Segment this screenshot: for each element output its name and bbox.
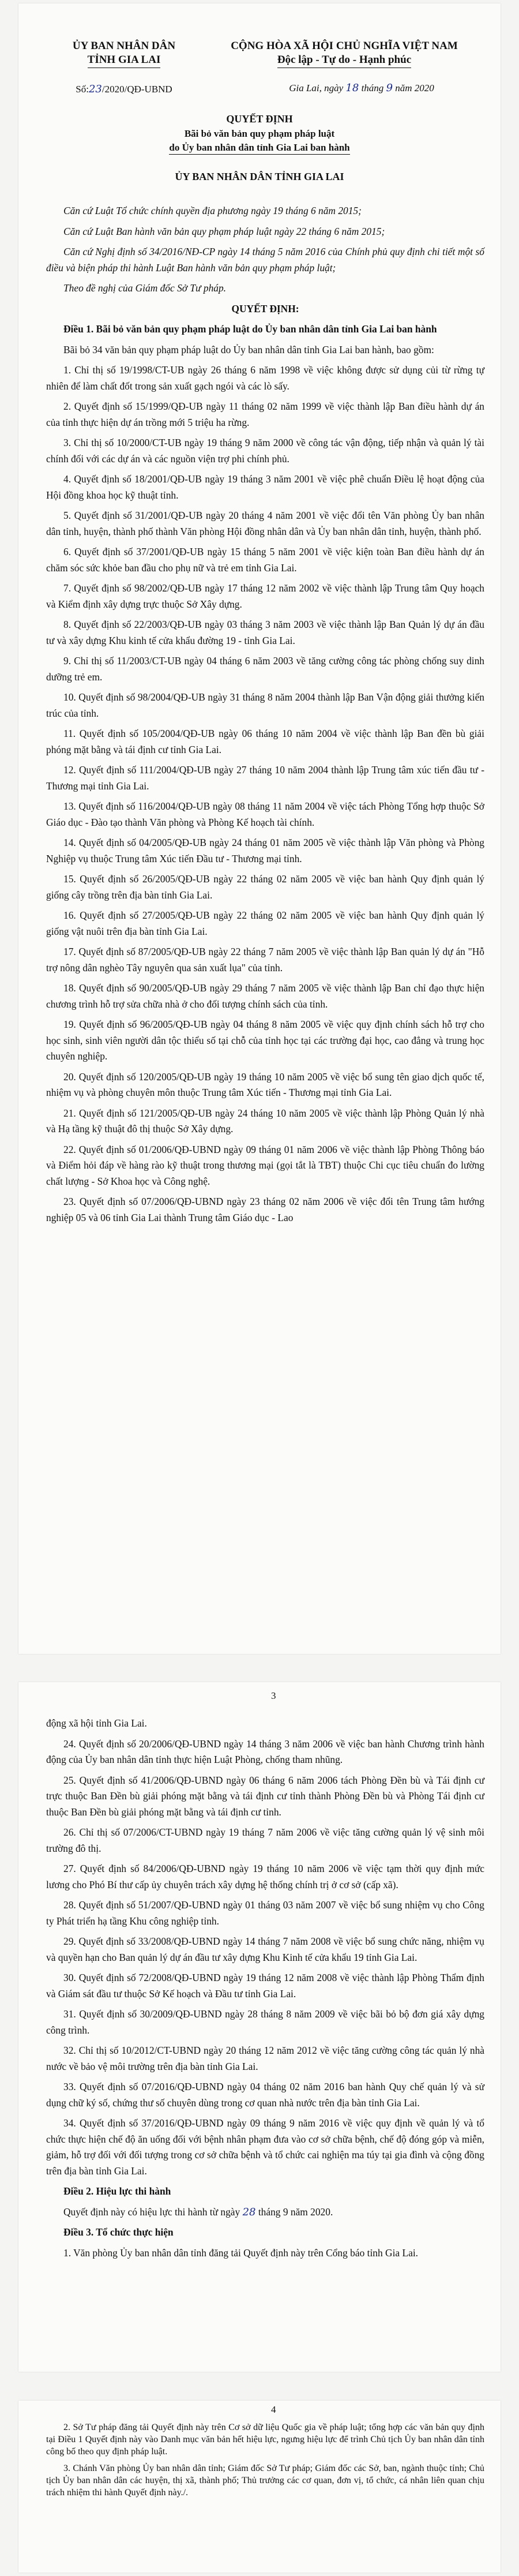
handwritten-month: 9 [386, 82, 393, 94]
repealed-document-item: 30. Quyết định số 72/2008/QĐ-UBND ngày 19 tháng 12 năm 2008 về việc thành lập Phòng Thẩm định và Giám sát đầu tư thuộc Sở Kế hoạch và Đầu tư tỉnh Gia Lai. [46, 1972, 484, 2000]
repealed-document-item: 6. Quyết định số 37/2001/QĐ-UB ngày 15 tháng 5 năm 2001 về việc kiện toàn Ban điều hành dự án chăm sóc sức khỏe ban đầu cho phụ nữ và trẻ em tỉnh Gia Lai. [46, 546, 484, 574]
document-page-3 [18, 2401, 501, 2573]
legal-basis-4: Theo đề nghị của Giám đốc Sở Tư pháp. [63, 282, 227, 294]
repealed-document-item: 10. Quyết định số 98/2004/QĐ-UB ngày 31 tháng 8 năm 2004 thành lập Ban Vận động giải thưởng kiến trúc của tỉnh. [46, 691, 484, 719]
decision-subject-line-2: do Ủy ban nhân dân tỉnh Gia Lai ban hành [18, 142, 501, 155]
repealed-document-item: 23. Quyết định số 07/2006/QĐ-UBND ngày 23 tháng 02 năm 2006 về việc đổi tên Trung tâm hướng nghiệp 05 và 06 tỉnh Gia Lai thành Trung tâm Giáo dục - Lao [46, 1196, 484, 1223]
handwritten-effective-day: 28 [242, 2206, 256, 2218]
repealed-document-item: 33. Quyết định số 07/2016/QĐ-UBND ngày 04 tháng 02 năm 2016 ban hành Quy chế quản lý và sử dụng chữ ký số, chứng thư số chuyên dùng trong cơ quan nhà nước trên địa bàn tỉnh Gia Lai. [46, 2081, 484, 2109]
repealed-document-item: 3. Chỉ thị số 10/2000/CT-UB ngày 19 tháng 9 năm 2000 về công tác vận động, tiếp nhận và quản lý tài chính đối với các dự án và các nguồn viện trợ phi chính phủ. [46, 437, 484, 465]
repealed-document-item: 13. Quyết định số 116/2004/QĐ-UB ngày 08 tháng 11 năm 2004 về việc tách Phòng Tổng hợp thuộc Sở Giáo dục - Đào tạo thành Văn phòng và Phòng Kế hoạch tài chính. [46, 800, 484, 828]
document-page-2 [18, 1682, 501, 2372]
item-23-continuation: động xã hội tỉnh Gia Lai. [46, 1717, 147, 1729]
repealed-document-item: 4. Quyết định số 18/2001/QĐ-UB ngày 19 tháng 3 năm 2001 về việc phê chuẩn Điều lệ hoạt động của Hội đồng khoa học kỹ thuật tỉnh. [46, 473, 484, 501]
repealed-document-item: 32. Chỉ thị số 10/2012/CT-UBND ngày 20 tháng 12 năm 2012 về việc tăng cường công tác quản lý nhà nước về bảo vệ môi trường trên địa bàn tỉnh Gia Lai. [46, 2045, 484, 2072]
nation-line-1: CỘNG HÒA XÃ HỘI CHỦ NGHĨA VIỆT NAM [231, 40, 458, 52]
repealed-document-item: 7. Quyết định số 98/2002/QĐ-UB ngày 17 tháng 12 năm 2002 về việc thành lập Trung tâm Quy hoạch và Kiểm định xây dựng trực thuộc Sở Xây dựng. [46, 582, 484, 610]
repealed-document-item: 1. Chỉ thị số 19/1998/CT-UB ngày 26 tháng 6 năm 1998 về việc không được sử dụng củi từ rừng tự nhiên để làm chất đốt trong sản xuất gạch ngói và các lò sấy. [46, 364, 484, 392]
repealed-document-item: 8. Quyết định số 22/2003/QĐ-UB ngày 03 tháng 3 năm 2003 về việc thành lập Ban Quản lý dự án đầu tư và xây dựng Khu kinh tế cửa khẩu đường 19 - tỉnh Gia Lai. [46, 619, 484, 646]
repealed-document-item: 16. Quyết định số 27/2005/QĐ-UB ngày 22 tháng 02 năm 2005 về việc ban hành Quy định quản lý giống vật nuôi trên địa bàn tỉnh Gia Lai. [46, 909, 484, 937]
issuing-authority-title: ỦY BAN NHÂN DÂN TỈNH GIA LAI [175, 171, 344, 182]
repealed-document-item: 14. Quyết định số 04/2005/QĐ-UB ngày 24 tháng 01 năm 2005 về việc thành lập Văn phòng và Phòng Nghiệp vụ thuộc Trung tâm Xúc tiến Đầu tư - Thương mại tỉnh. [46, 837, 484, 864]
repealed-items-list-page-1 [46, 362, 484, 1226]
org-line-1: ỦY BAN NHÂN DÂN [72, 40, 176, 52]
document-body-page-2 [46, 1716, 484, 2266]
repealed-document-item: 31. Quyết định số 30/2009/QĐ-UBND ngày 28 tháng 8 năm 2009 về việc bãi bỏ bộ đơn giá xây dựng công trình. [46, 2008, 484, 2036]
document-body-page-3 [46, 2421, 484, 2503]
nation-line-2: Độc lập - Tự do - Hạnh phúc [277, 53, 411, 68]
legal-basis-2: Căn cứ Luật Ban hành văn bản quy phạm pháp luật ngày 22 tháng 6 năm 2015; [63, 225, 385, 237]
article-3-item-1: 1. Văn phòng Ủy ban nhân dân tỉnh đăng tải Quyết định này trên Cổng báo tỉnh Gia Lai. [63, 2246, 418, 2259]
handwritten-doc-number: 23 [88, 83, 102, 95]
repealed-document-item: 25. Quyết định số 41/2006/QĐ-UBND ngày 06 tháng 6 năm 2006 tách Phòng Đền bù và Tái định cư trực thuộc Ban Đền bù giải phóng mặt bằng và tái định cư tỉnh thành Phòng Đền bù và Phòng Tái định cư thuộc Ban Đền bù giải phóng mặt bằng và tái định cư tỉnh. [46, 1774, 484, 1818]
decision-title: QUYẾT ĐỊNH [226, 113, 293, 125]
repealed-document-item: 24. Quyết định số 20/2006/QĐ-UBND ngày 14 tháng 3 năm 2006 về việc ban hành Chương trình hành động của Ủy ban nhân dân tỉnh thực hiện Luật Phòng, chống tham nhũng. [46, 1738, 484, 1765]
repealed-document-item: 18. Quyết định số 90/2005/QĐ-UB ngày 29 tháng 7 năm 2005 về việc thành lập Ban chỉ đạo thực hiện chương trình hỗ trợ sửa chữa nhà ở cho đối tượng chính sách của tỉnh. [46, 982, 484, 1010]
repealed-document-item: 34. Quyết định số 37/2016/QĐ-UBND ngày 09 tháng 9 năm 2016 về việc quy định về quản lý và tổ chức thực hiện chế độ ăn uống đối với bệnh nhân phạm đưa vào cơ sở chữa bệnh, chế độ đóng góp và miễn, giảm, hỗ trợ đối với đối tượng trong cơ sở chữa bệnh và tổ chức cai nghiện ma túy tại gia đình và cộng đồng trên địa bàn tỉnh Gia Lai. [46, 2117, 484, 2177]
document-page-1 [18, 3, 501, 1654]
page-number: 3 [271, 1690, 276, 1701]
handwritten-day: 18 [345, 82, 359, 94]
repealed-document-item: 17. Quyết định số 87/2005/QĐ-UB ngày 22 tháng 7 năm 2005 về việc thành lập Ban quản lý dự án "Hỗ trợ nông dân nghèo Tây nguyên qua sản xuất lụa" của tỉnh. [46, 946, 484, 974]
decision-subject-line-1: Bãi bỏ văn bản quy phạm pháp luật [184, 128, 335, 139]
article-1-intro: Bãi bỏ 34 văn bản quy phạm pháp luật do Ủy ban nhân dân tỉnh Gia Lai ban hành, bao gồm: [63, 343, 434, 355]
article-2-text: Quyết định này có hiệu lực thi hành từ ngày 28 tháng 9 năm 2020. [63, 2206, 333, 2218]
place-and-date: Gia Lai, ngày 18 tháng 9 năm 2020 [289, 82, 434, 94]
repealed-document-item: 26. Chỉ thị số 07/2006/CT-UBND ngày 19 tháng 7 năm 2006 về việc tăng cường quản lý vệ sinh môi trường đô thị. [46, 1826, 484, 1854]
article-3-heading: Điều 3. Tổ chức thực hiện [63, 2226, 174, 2238]
repealed-document-item: 27. Quyết định số 84/2006/QĐ-UBND ngày 19 tháng 10 năm 2006 về việc tạm thời quy định mức lương cho Phó Bí thư cấp ủy chuyên trách xây dựng hệ thống chính trị ở cơ sở (cấp xã). [46, 1863, 484, 1890]
document-number: Số:23/2020/QĐ-UBND [76, 83, 172, 95]
article-3-item-2: 2. Sở Tư pháp đăng tải Quyết định này trên Cơ sở dữ liệu Quốc gia về pháp luật; tổng hợp các văn bản quy định tại Điều 1 Quyết định này vào Danh mục văn bản hết hiệu lực, ngưng hiệu lực để trình Chủ tịch Ủy ban nhân dân tỉnh công bố theo quy định pháp luật. [46, 2423, 484, 2457]
repealed-document-item: 20. Quyết định số 120/2005/QĐ-UB ngày 19 tháng 10 năm 2005 về việc bổ sung tên giao dịch quốc tế, nhiệm vụ và phòng chuyên môn thuộc Trung tâm Xúc tiến - Thương mại tỉnh Gia Lai. [46, 1070, 484, 1098]
repealed-items-list-page-2 [46, 1736, 484, 2180]
org-line-2: TỈNH GIA LAI [88, 53, 161, 68]
legal-basis-1: Căn cứ Luật Tổ chức chính quyền địa phương ngày 19 tháng 6 năm 2015; [63, 205, 362, 216]
article-1-heading: Điều 1. Bãi bỏ văn bản quy phạm pháp luật do Ủy ban nhân dân tỉnh Gia Lai ban hành [63, 323, 437, 335]
repealed-document-item: 12. Quyết định số 111/2004/QĐ-UB ngày 27 tháng 10 năm 2004 thành lập Trung tâm xúc tiến đầu tư - Thương mại tỉnh Gia Lai. [46, 764, 484, 792]
national-motto-block [209, 39, 480, 68]
repealed-document-item: 22. Quyết định số 01/2006/QĐ-UBND ngày 09 tháng 01 năm 2006 về việc thành lập Phòng Thông báo và Điểm hỏi đáp về hàng rào kỹ thuật trong thương mại (gọi tắt là TBT) thuộc Chi cục tiêu chuẩn đo lường chất lượng - Sở Khoa học và Công nghệ. [46, 1143, 484, 1187]
repealed-document-item: 21. Quyết định số 121/2005/QĐ-UB ngày 24 tháng 10 năm 2005 về việc thành lập Phòng Quản lý nhà và Hạ tầng kỹ thuật đô thị thuộc Sở Xây dựng. [46, 1107, 484, 1135]
legal-basis-3: Căn cứ Nghị định số 34/2016/NĐ-CP ngày 14 tháng 5 năm 2016 của Chính phủ quy định chi tiết một số điều và biện pháp thi hành Luật Ban hành văn bản quy phạm pháp luật; [46, 246, 484, 274]
article-3-item-3: 3. Chánh Văn phòng Ủy ban nhân dân tỉnh; Giám đốc Sở Tư pháp; Giám đốc các Sở, ban, ngành thuộc tỉnh; Chủ tịch Ủy ban nhân dân các huyện, thị xã, thành phố; Thủ trưởng các cơ quan, đơn vị, tổ chức, cá nhân liên quan chịu trách nhiệm thi hành Quyết định này./. [46, 2463, 484, 2498]
repealed-document-item: 2. Quyết định số 15/1999/QĐ-UB ngày 11 tháng 02 năm 1999 về việc thành lập Ban điều hành dự án của tỉnh thực hiện dự án trồng mới 5 triệu ha rừng. [46, 400, 484, 428]
page-number: 4 [271, 2404, 276, 2415]
repealed-document-item: 9. Chỉ thị số 11/2003/CT-UB ngày 04 tháng 6 năm 2003 về tăng cường công tác phòng chống suy dinh dưỡng trẻ em. [46, 655, 484, 683]
repealed-document-item: 15. Quyết định số 26/2005/QĐ-UB ngày 22 tháng 02 năm 2005 về việc ban hành Quy định quản lý giống cây trồng trên địa bàn tỉnh Gia Lai. [46, 873, 484, 901]
decision-heading: QUYẾT ĐỊNH: [231, 302, 299, 314]
repealed-document-item: 28. Quyết định số 51/2007/QĐ-UBND ngày 01 tháng 03 năm 2007 về việc bổ sung nhiệm vụ cho Công ty Phát triển hạ tầng Khu công nghiệp tỉnh. [46, 1899, 484, 1927]
repealed-document-item: 5. Quyết định số 31/2001/QĐ-UB ngày 20 tháng 4 năm 2001 về việc đổi tên Văn phòng Ủy ban nhân dân tỉnh, huyện, thành phố thành Văn phòng Hội đồng nhân dân và Ủy ban nhân dân tỉnh, huyện, thành phố. [46, 510, 484, 537]
issuing-authority-block [46, 39, 202, 68]
article-2-heading: Điều 2. Hiệu lực thi hành [63, 2185, 171, 2197]
repealed-document-item: 11. Quyết định số 105/2004/QĐ-UB ngày 06 tháng 10 năm 2004 về việc thành lập Ban đền bù giải phóng mặt bằng và tái định cư tỉnh Gia Lai. [46, 728, 484, 755]
document-body-page-1 [46, 203, 484, 1230]
repealed-document-item: 29. Quyết định số 33/2008/QĐ-UBND ngày 14 tháng 7 năm 2008 về việc bổ sung chức năng, nhiệm vụ và quyền hạn cho Ban quản lý dự án đầu tư xây dựng Khu Kinh tế cửa khẩu 19 tỉnh Gia Lai. [46, 1935, 484, 1963]
repealed-document-item: 19. Quyết định số 96/2005/QĐ-UB ngày 04 tháng 8 năm 2005 về việc quy định chính sách hỗ trợ cho học sinh, sinh viên người dân tộc thiểu số tại chỗ của tỉnh học tại các trường đại học, cao đẳng và trung học chuyên nghiệp. [46, 1019, 484, 1062]
